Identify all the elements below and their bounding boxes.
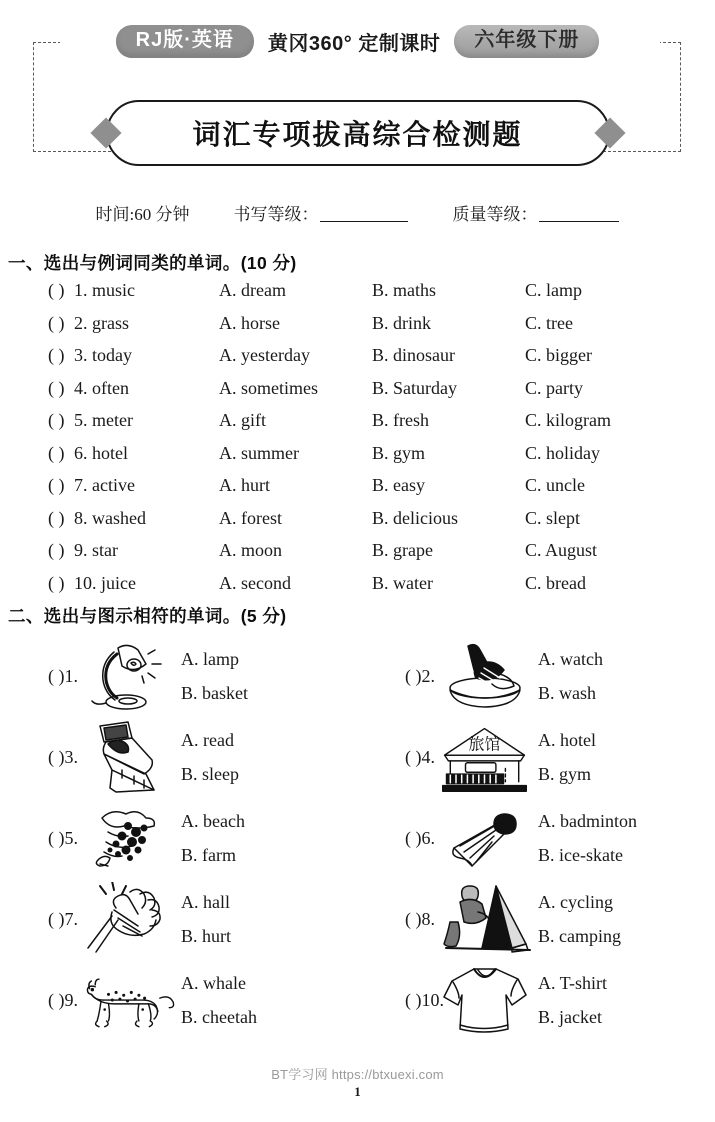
picture-question-row bbox=[0, 717, 715, 798]
answer-bracket[interactable]: ( )5. bbox=[48, 828, 78, 848]
option-b[interactable]: B. jacket bbox=[538, 1006, 602, 1027]
exam-info-line bbox=[0, 200, 715, 225]
question-row bbox=[0, 509, 715, 542]
option-a[interactable]: A. forest bbox=[219, 507, 282, 528]
desk-lamp-illustration bbox=[80, 638, 175, 716]
option-c[interactable]: C. lamp bbox=[525, 280, 582, 300]
option-a[interactable]: A. watch bbox=[538, 649, 603, 670]
picture-question bbox=[357, 879, 714, 960]
question-row bbox=[0, 476, 715, 509]
section-one-list bbox=[0, 281, 715, 606]
answer-bracket[interactable]: ( ) bbox=[48, 377, 65, 398]
option-c[interactable]: C. bigger bbox=[525, 345, 592, 365]
option-a[interactable]: A. sometimes bbox=[219, 377, 318, 398]
option-c[interactable]: C. tree bbox=[525, 312, 573, 333]
question-stem: 1. music bbox=[74, 280, 135, 300]
section-two-heading: 二、选出与图示相符的单词。(5 分) bbox=[8, 606, 287, 626]
page-title: 词汇专项拔高综合检测题 bbox=[192, 119, 523, 150]
quality-grade-label: 质量等级： bbox=[452, 205, 538, 224]
option-a[interactable]: A. hurt bbox=[219, 475, 270, 495]
answer-bracket[interactable]: ( ) bbox=[48, 507, 65, 528]
picture-question bbox=[0, 960, 357, 1041]
option-b[interactable]: B. camping bbox=[538, 925, 621, 946]
t-shirt-illustration bbox=[437, 962, 532, 1040]
option-b[interactable]: B. basket bbox=[181, 682, 248, 703]
option-a[interactable]: A. read bbox=[181, 730, 234, 751]
question-stem: 2. grass bbox=[74, 312, 129, 333]
answer-bracket[interactable]: ( )8. bbox=[405, 909, 435, 929]
section-two bbox=[0, 603, 715, 1041]
bandaged-hand-illustration bbox=[80, 881, 175, 959]
header-zone bbox=[0, 0, 715, 200]
hotel-building-illustration bbox=[437, 719, 532, 797]
option-b[interactable]: B. delicious bbox=[372, 507, 458, 528]
option-b[interactable]: B. dinosaur bbox=[372, 345, 455, 365]
question-stem: 6. hotel bbox=[74, 442, 128, 463]
cheetah-illustration bbox=[80, 962, 175, 1040]
question-stem: 5. meter bbox=[74, 410, 133, 430]
question-row bbox=[0, 379, 715, 412]
page-number: 1 bbox=[354, 1084, 361, 1099]
answer-bracket[interactable]: ( ) bbox=[48, 280, 65, 300]
question-row bbox=[0, 541, 715, 574]
answer-bracket[interactable]: ( ) bbox=[48, 345, 65, 365]
answer-bracket[interactable]: ( )1. bbox=[48, 666, 78, 686]
option-c[interactable]: C. party bbox=[525, 377, 583, 398]
answer-bracket[interactable]: ( )3. bbox=[48, 747, 78, 767]
question-row bbox=[0, 346, 715, 379]
option-c[interactable]: C. bread bbox=[525, 572, 586, 593]
question-row bbox=[0, 281, 715, 314]
question-row bbox=[0, 574, 715, 607]
option-b[interactable]: B. gym bbox=[538, 763, 592, 784]
option-a[interactable]: A. dream bbox=[219, 280, 286, 300]
time-limit: 时间:60 分钟 bbox=[95, 205, 190, 224]
option-b[interactable]: B. wash bbox=[538, 682, 596, 703]
option-a[interactable]: A. beach bbox=[181, 811, 245, 832]
answer-bracket[interactable]: ( )9. bbox=[48, 990, 78, 1010]
quality-grade-blank[interactable] bbox=[539, 206, 619, 222]
option-b[interactable]: B. Saturday bbox=[372, 377, 457, 398]
answer-bracket[interactable]: ( ) bbox=[48, 475, 65, 495]
option-b[interactable]: B. fresh bbox=[372, 410, 429, 430]
picture-question bbox=[0, 636, 357, 717]
hotel-sign-text: 旅馆 bbox=[468, 734, 501, 753]
option-b[interactable]: B. sleep bbox=[181, 763, 239, 784]
option-c[interactable]: C. August bbox=[525, 540, 598, 560]
farm-field-illustration bbox=[80, 800, 175, 878]
option-b[interactable]: B. ice-skate bbox=[538, 844, 623, 865]
option-b[interactable]: B. hurt bbox=[181, 925, 232, 946]
answer-bracket[interactable]: ( ) bbox=[48, 312, 65, 333]
section-one bbox=[0, 250, 715, 606]
title-box bbox=[106, 100, 610, 166]
option-b[interactable]: B. water bbox=[372, 572, 433, 593]
option-b[interactable]: B. easy bbox=[372, 475, 425, 495]
option-a[interactable]: A. whale bbox=[181, 973, 246, 994]
picture-question-row bbox=[0, 879, 715, 960]
question-stem: 9. star bbox=[74, 540, 118, 560]
question-stem: 7. active bbox=[74, 475, 135, 495]
option-a[interactable]: A. lamp bbox=[181, 649, 239, 670]
picture-question bbox=[357, 717, 714, 798]
option-a[interactable]: A. hall bbox=[181, 892, 230, 913]
option-a[interactable]: A. badminton bbox=[538, 811, 637, 832]
answer-bracket[interactable]: ( ) bbox=[48, 442, 65, 463]
option-b[interactable]: B. farm bbox=[181, 844, 236, 865]
site-watermark: BT学习网 https://btxuexi.com bbox=[271, 1067, 444, 1082]
picture-question bbox=[0, 879, 357, 960]
question-row bbox=[0, 314, 715, 347]
option-b[interactable]: B. drink bbox=[372, 312, 432, 333]
question-stem: 4. often bbox=[74, 377, 129, 398]
picture-question bbox=[0, 798, 357, 879]
answer-bracket[interactable]: ( ) bbox=[48, 540, 65, 560]
picture-question-row bbox=[0, 960, 715, 1041]
page-footer bbox=[0, 1064, 715, 1100]
picture-question-row bbox=[0, 636, 715, 717]
option-a[interactable]: A. summer bbox=[219, 442, 299, 463]
option-c[interactable]: C. kilogram bbox=[525, 410, 611, 430]
picture-question bbox=[357, 636, 714, 717]
option-b[interactable]: B. maths bbox=[372, 280, 437, 300]
answer-bracket[interactable]: ( ) bbox=[48, 572, 65, 593]
picture-question bbox=[357, 960, 714, 1041]
answer-bracket[interactable]: ( ) bbox=[48, 410, 65, 430]
option-a[interactable]: A. second bbox=[219, 572, 291, 593]
series-title: 黄冈360° 定制课时 bbox=[267, 33, 441, 55]
question-stem: 8. washed bbox=[74, 507, 146, 528]
question-row bbox=[0, 444, 715, 477]
option-a[interactable]: A. hotel bbox=[538, 730, 596, 751]
handwriting-grade-label: 书写等级： bbox=[233, 205, 319, 224]
answer-bracket[interactable]: ( )2. bbox=[405, 666, 435, 686]
edition-badge: RJ版·英语 bbox=[116, 25, 254, 58]
option-a[interactable]: A. cycling bbox=[538, 892, 613, 913]
quality-grade-field bbox=[452, 200, 619, 225]
shuttlecock-illustration bbox=[437, 800, 532, 878]
option-c[interactable]: C. uncle bbox=[525, 475, 585, 495]
answer-bracket[interactable]: ( )10. bbox=[405, 990, 444, 1010]
handwriting-grade-blank[interactable] bbox=[320, 206, 408, 222]
option-c[interactable]: C. slept bbox=[525, 507, 581, 528]
grade-badge: 六年级下册 bbox=[454, 25, 599, 58]
option-a[interactable]: A. gift bbox=[219, 410, 266, 430]
option-a[interactable]: A. horse bbox=[219, 312, 280, 333]
sleeping-bed-illustration bbox=[80, 719, 175, 797]
section-two-grid bbox=[0, 636, 715, 1041]
picture-question bbox=[357, 798, 714, 879]
washing-basin-illustration bbox=[437, 638, 532, 716]
title-banner bbox=[0, 100, 715, 166]
option-a[interactable]: A. T-shirt bbox=[538, 973, 608, 994]
option-b[interactable]: B. cheetah bbox=[181, 1006, 257, 1027]
option-a[interactable]: A. moon bbox=[219, 540, 282, 560]
handwriting-grade-field bbox=[233, 200, 408, 225]
section-one-heading: 一、选出与例词同类的单词。(10 分) bbox=[8, 253, 297, 273]
header-badge-row bbox=[0, 25, 715, 58]
option-c[interactable]: C. holiday bbox=[525, 442, 600, 463]
option-a[interactable]: A. yesterday bbox=[219, 345, 310, 365]
camping-tent-illustration bbox=[437, 881, 532, 959]
option-b[interactable]: B. gym bbox=[372, 442, 426, 463]
question-stem: 3. today bbox=[74, 345, 132, 365]
answer-bracket[interactable]: ( )6. bbox=[405, 828, 435, 848]
picture-question-row bbox=[0, 798, 715, 879]
picture-question bbox=[0, 717, 357, 798]
option-b[interactable]: B. grape bbox=[372, 540, 433, 560]
question-row bbox=[0, 411, 715, 444]
answer-bracket[interactable]: ( )7. bbox=[48, 909, 78, 929]
question-stem: 10. juice bbox=[74, 572, 136, 593]
answer-bracket[interactable]: ( )4. bbox=[405, 747, 435, 767]
